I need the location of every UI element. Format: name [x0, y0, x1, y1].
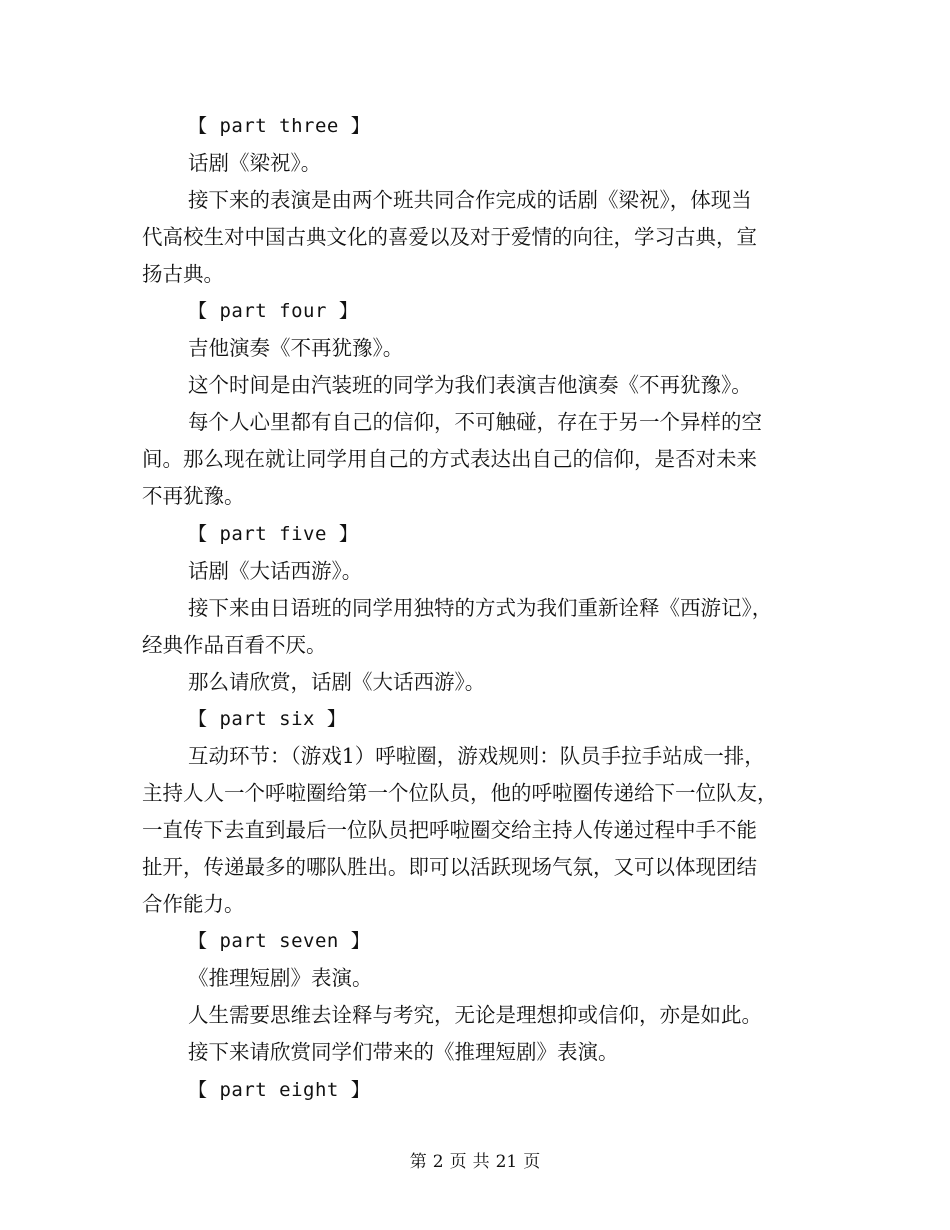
- paragraph-line: 间。那么现在就让同学用自己的方式表达出自己的信仰，是否对未来: [142, 447, 757, 471]
- paragraph-line: 那么请欣赏，话剧《大话西游》。: [188, 670, 486, 694]
- paragraph-line: 一直传下去直到最后一位队员把呼啦圈交给主持人传递过程中手不能: [142, 818, 757, 842]
- footer-unit-total: 页: [523, 1152, 541, 1172]
- paragraph-line: 每个人心里都有自己的信仰，不可触碰，存在于另一个异样的空: [188, 410, 762, 434]
- paragraph-line: 接下来请欣赏同学们带来的《推理短剧》表演。: [188, 1040, 619, 1064]
- section-heading-part-seven: 【 part seven 】: [188, 930, 371, 952]
- section-heading-part-eight: 【 part eight 】: [188, 1079, 371, 1101]
- paragraph-line: 话剧《大话西游》。: [188, 559, 363, 583]
- footer-label-page: 第: [409, 1152, 427, 1172]
- page-footer: [0, 1150, 950, 1174]
- paragraph-line: 人生需要思维去诠释与考究，无论是理想抑或信仰，亦是如此。: [188, 1003, 762, 1027]
- footer-current-page: 2: [432, 1152, 444, 1172]
- section-heading-part-five: 【 part five 】: [188, 523, 359, 545]
- paragraph-line: 话剧《梁祝》。: [188, 151, 322, 175]
- paragraph-line: 吉他演奏《不再犹豫》。: [188, 336, 404, 360]
- paragraph-line: 这个时间是由汽装班的同学为我们表演吉他演奏《不再犹豫》。: [188, 373, 752, 397]
- paragraph-line: 互动环节：（游戏1）呼啦圈，游戏规则：队员手拉手站成一排，: [188, 744, 765, 768]
- paragraph-line: 接下来的表演是由两个班共同合作完成的话剧《梁祝》，体现当: [188, 188, 752, 212]
- section-heading-part-three: 【 part three 】: [188, 115, 371, 137]
- footer-total-pages: 21: [495, 1152, 518, 1172]
- paragraph-line: 扬古典。: [142, 262, 224, 286]
- section-heading-part-four: 【 part four 】: [188, 300, 359, 322]
- paragraph-line: 《推理短剧》表演。: [188, 966, 373, 990]
- footer-label-total: 共: [472, 1152, 490, 1172]
- paragraph-line: 合作能力。: [142, 892, 245, 916]
- paragraph-line: 主持人人一个呼啦圈给第一个位队员，他的呼啦圈传递给下一位队友，: [142, 781, 778, 805]
- footer-unit-page: 页: [449, 1152, 467, 1172]
- paragraph-line: 不再犹豫。: [142, 484, 245, 508]
- paragraph-line: 接下来由日语班的同学用独特的方式为我们重新诠释《西游记》，: [188, 596, 773, 620]
- paragraph-line: 代高校生对中国古典文化的喜爱以及对于爱情的向往，学习古典，宣: [142, 225, 757, 249]
- section-heading-part-six: 【 part six 】: [188, 708, 347, 730]
- paragraph-line: 经典作品百看不厌。: [142, 633, 327, 657]
- paragraph-line: 扯开，传递最多的哪队胜出。即可以活跃现场气氛，又可以体现团结: [142, 855, 757, 879]
